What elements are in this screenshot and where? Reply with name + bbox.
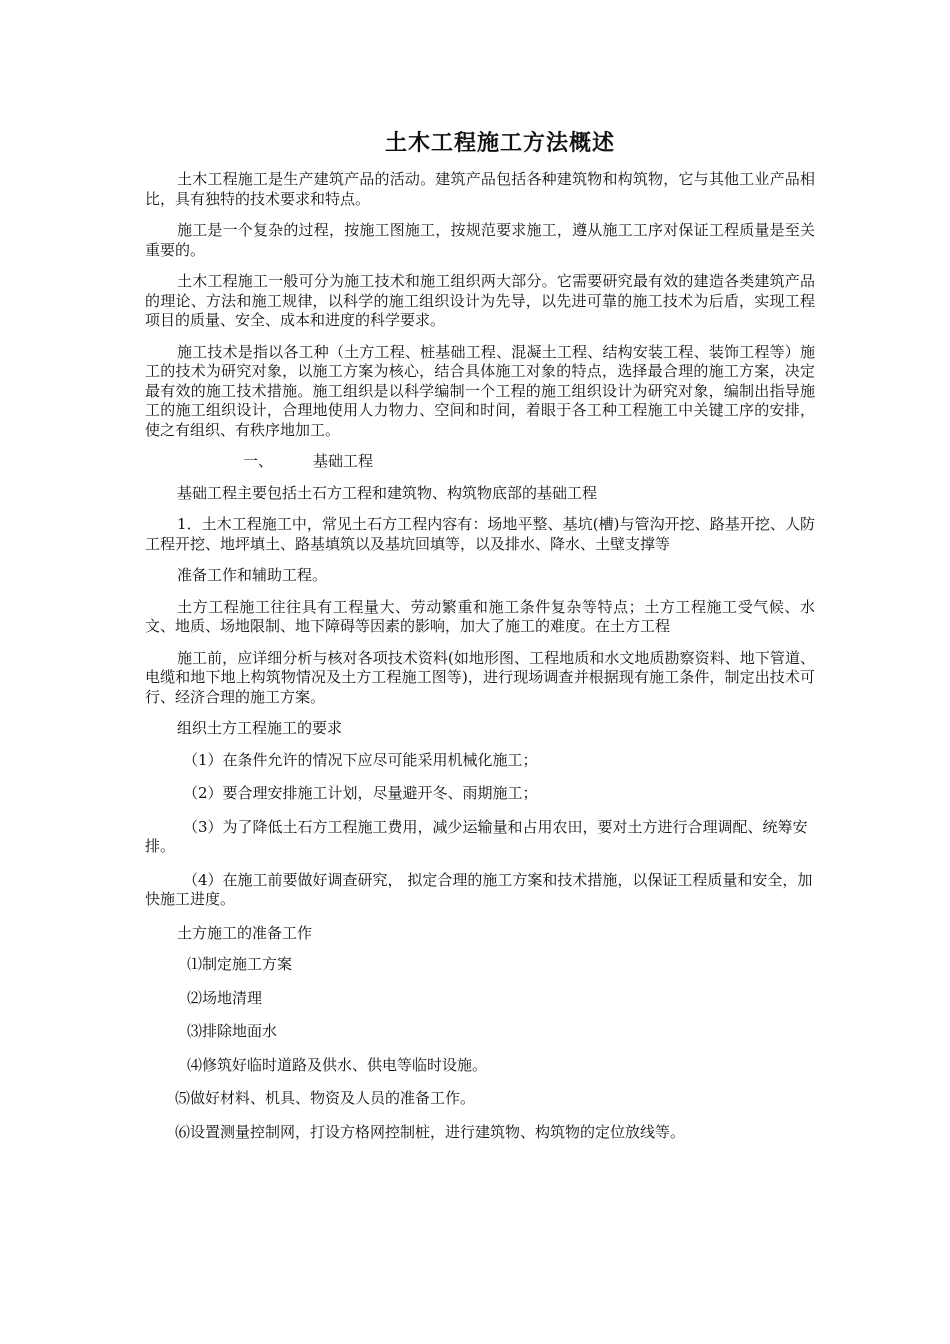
prep-item-2: ⑵场地清理 bbox=[187, 988, 263, 1007]
prep-item-6: ⑹设置测量控制网，打设方格网控制桩，进行建筑物、构筑物的定位放线等。 bbox=[175, 1122, 686, 1141]
section-heading-foundation bbox=[145, 452, 815, 472]
prep-item-4: ⑷修筑好临时道路及供水、供电等临时设施。 bbox=[187, 1055, 488, 1074]
paragraph-foundation-3: 准备工作和辅助工程。 bbox=[177, 566, 328, 584]
paragraph-foundation-4: 土方工程施工往往具有工程量大、劳动繁重和施工条件复杂等特点；土方工程施工受气候、水文、地质、场地限制、地下障碍等因素的影响，加大了施工的难度。在土方工程 bbox=[145, 597, 815, 635]
paragraph-foundation-1: 基础工程主要包括土石方工程和建筑物、构筑物底部的基础工程 bbox=[177, 483, 598, 502]
requirement-item-4: （4）在施工前要做好调查研究， 拟定合理的施工方案和技术措施，以保证工程质量和安全，加快施工进度。 bbox=[145, 870, 813, 908]
prep-item-1: ⑴制定施工方案 bbox=[187, 955, 293, 973]
section-title: 基础工程 bbox=[313, 452, 374, 470]
paragraph-requirements-heading: 组织土方工程施工的要求 bbox=[177, 719, 343, 737]
paragraph-intro-4: 施工技术是指以各工种（土方工程、桩基础工程、混凝土工程、结构安装工程、装饰工程等）施工的技术为研究对象，以施工方案为核心，结合具体施工对象的特点，选择最合理的施工方案，决定最有效的施工技术措施。施工组织是以科学编制一个工程的施工组织设计为研究对象，编制出指导施工的施工组织设计，合理地使用人力物力、空间和时间，着眼于各工种工程施工中关键工序的安排，使之有组织、有秩序地加工。 bbox=[145, 342, 815, 439]
document-body bbox=[145, 170, 815, 1156]
page-title: 土木工程施工方法概述 bbox=[384, 131, 615, 156]
requirement-item-1: （1）在条件允许的情况下应尽可能采用机械化施工； bbox=[183, 750, 538, 769]
prep-item-5: ⑸做好材料、机具、物资及人员的准备工作。 bbox=[175, 1089, 476, 1107]
paragraph-foundation-5: 施工前，应详细分析与核对各项技术资料(如地形图、工程地质和水文地质勘察资料、地下管道、电缆和地下地上构筑物情况及土方工程施工图等)，进行现场调查并根据现有施工条件，制定出技术可行、经济合理的施工方案。 bbox=[145, 648, 815, 706]
paragraph-prep-heading: 土方施工的准备工作 bbox=[177, 923, 313, 942]
requirement-item-3: （3）为了降低土石方工程施工费用，减少运输量和占用农田，要对土方进行合理调配、统筹安排。 bbox=[145, 817, 808, 855]
paragraph-intro-1: 土木工程施工是生产建筑产品的活动。建筑产品包括各种建筑物和构筑物，它与其他工业产品相比，具有独特的技术要求和特点。 bbox=[145, 170, 815, 208]
requirement-item-2: （2）要合理安排施工计划，尽量避开冬、雨期施工； bbox=[183, 784, 538, 802]
paragraph-foundation-2: 1．土木工程施工中，常见土石方工程内容有：场地平整、基坑(槽)与管沟开挖、路基开挖、人防工程开挖、地坪填土、路基填筑以及基坑回填等，以及排水、降水、土壁支撑等 bbox=[145, 515, 815, 553]
section-number: 一、 bbox=[243, 452, 274, 470]
paragraph-intro-2: 施工是一个复杂的过程，按施工图施工，按规范要求施工，遵从施工工序对保证工程质量是至关重要的。 bbox=[145, 221, 815, 259]
prep-item-3: ⑶排除地面水 bbox=[187, 1022, 278, 1040]
paragraph-intro-3: 土木工程施工一般可分为施工技术和施工组织两大部分。它需要研究最有效的建造各类建筑产品的理论、方法和施工规律，以科学的施工组织设计为先导，以先进可靠的施工技术为后盾，实现工程项目的质量、安全、成本和进度的科学要求。 bbox=[145, 272, 815, 329]
